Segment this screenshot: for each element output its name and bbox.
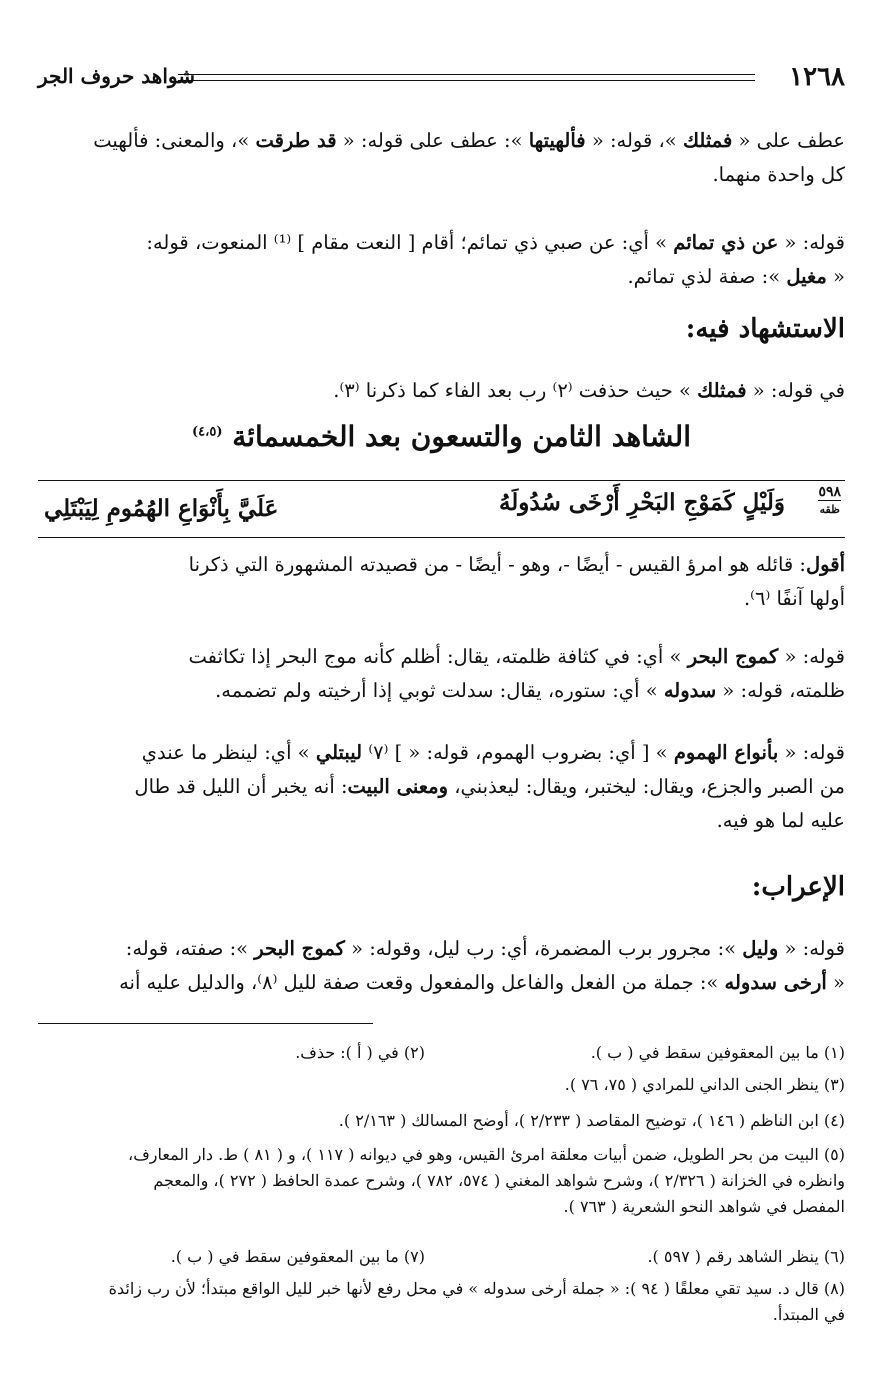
verse-number: ٥٩٨ ظقه xyxy=(818,484,841,516)
text-line: عطف على « فمثلك »، قوله: « فألهيتها »: عطف على قوله: « قد طرقت »، والمعنى: فألهيت xyxy=(93,129,845,152)
text-line: « مغيل »: صفة لذي تمائم. xyxy=(627,265,845,288)
verse-hemistich-first: وَلَيْلٍ كَمَوْجِ البَحْرِ أَرْخَى سُدُولَهُ xyxy=(498,489,785,516)
page-header xyxy=(38,62,845,92)
text-line: أولها آنفًا ⁽٦⁾. xyxy=(743,587,845,610)
meter-abbreviation: ظقه xyxy=(819,503,840,516)
verse-hemistich-second: عَلَيَّ بِأَنْوَاعِ الهُمُومِ لِيَبْتَلِي xyxy=(44,495,279,522)
footnote-separator xyxy=(38,1023,373,1024)
paragraph-aqul xyxy=(38,548,845,616)
footnote-2: (٢) في ( أ ): حذف. xyxy=(295,1043,425,1062)
paragraph-atf xyxy=(38,124,845,192)
footnote-5: (٥) البيت من بحر الطويل، ضمن أبيات معلقة امرئ القيس، وهو في ديوانه ( ١١٧ )، و ( ٨١ ) ط. دار المعارف، وانظره في الخزانة ( ٢/٣٢٦ )، وشرح شواهد المغني ( ٥٧٤، ٧٨٢ )، وشرح عمدة الحافظ ( ٢٧٢ )، والمعجم المفصل في شواهد النحو الشعرية ( ٧٦٣ ). xyxy=(128,1145,845,1216)
text-line: من الصبر والجزع، ويقال: ليختبر، ويقال: ليعذبني، ومعنى البيت: أنه يخبر أن الليل قد طال xyxy=(134,775,845,798)
running-title: شواهد حروف الجر xyxy=(38,64,196,88)
paragraph-istishhad xyxy=(38,374,845,408)
verse-box xyxy=(38,480,845,538)
text-line: كل واحدة منهما. xyxy=(712,163,845,186)
istishhad-heading: الاستشهاد فيه: xyxy=(685,314,845,344)
text-line: في قوله: « فمثلك » حيث حذفت ⁽٢⁾ رب بعد الفاء كما ذكرنا ⁽٣⁾. xyxy=(333,379,845,402)
text-line: عليه لما هو فيه. xyxy=(716,809,845,832)
text-line: قوله: « بأنواع الهموم » [ أي: بضروب الهموم، قوله: « ] ⁽٧⁾ ليبتلي » أي: لينظر ما عندي xyxy=(141,741,845,764)
irab-heading: الإعراب: xyxy=(751,872,845,902)
paragraph-irab xyxy=(38,932,845,1000)
text-line: قوله: « وليل »: مجرور برب المضمرة، أي: رب ليل، وقوله: « كموج البحر »: صفته، قوله: xyxy=(125,937,845,960)
footnote-8: (٨) قال د. سيد تقي معلقًا ( ٩٤ ): « جملة أرخى سدوله » في محل رفع لأنها خبر لليل الواقع مبتدأ؛ لأن رب زائدة في المبتدأ. xyxy=(108,1279,845,1324)
text-line: « أرخى سدوله »: جملة من الفعل والفاعل والمفعول وقعت صفة لليل ⁽٨⁾، والدليل عليه أنه xyxy=(119,971,845,994)
text-line: قوله: « كموج البحر » أي: في كثافة ظلمته، يقال: أظلم كأنه موج البحر إذا تكاثفت xyxy=(188,645,845,668)
footnote-ref: (٤،٥) xyxy=(192,424,223,440)
book-page xyxy=(38,0,845,1382)
text-line: قوله: « عن ذي تمائم » أي: عن صبي ذي تمائم؛ أقام [ النعت مقام ] ⁽¹⁾ المنعوت، قوله: xyxy=(146,231,845,254)
footnote-4: (٤) ابن الناظم ( ١٤٦ )، توضيح المقاصد ( ٢/٢٣٣ )، أوضح المسالك ( ٢/١٦٣ ). xyxy=(338,1111,845,1130)
footnote-3: (٣) ينظر الجنى الداني للمرادي ( ٧٥، ٧٦ ). xyxy=(564,1075,845,1094)
shahid-heading: الشاهد الثامن والتسعون بعد الخمسمائة $^{(٤،٥)}$ xyxy=(192,420,691,453)
text-line: ظلمته، قوله: « سدوله » أي: ستوره، يقال: سدلت ثوبي إذا أرخيته ولم تضممه. xyxy=(215,679,845,702)
page-number: ١٢٦٨ xyxy=(789,62,845,92)
footnote-7: (٧) ما بين المعقوفين سقط في ( ب ). xyxy=(170,1247,425,1266)
header-double-rule xyxy=(178,74,755,81)
paragraph-humum xyxy=(38,736,845,838)
footnote-6: (٦) ينظر الشاهد رقم ( ٥٩٧ ). xyxy=(647,1247,845,1266)
paragraph-mawj xyxy=(38,640,845,708)
text-line: أقول: قائله هو امرؤ القيس - أيضًا -، وهو - أيضًا - من قصيدته المشهورة التي ذكرنا xyxy=(188,553,845,576)
footnote-1: (١) ما بين المعقوفين سقط في ( ب ). xyxy=(590,1043,845,1062)
paragraph-tamaim xyxy=(38,226,845,294)
